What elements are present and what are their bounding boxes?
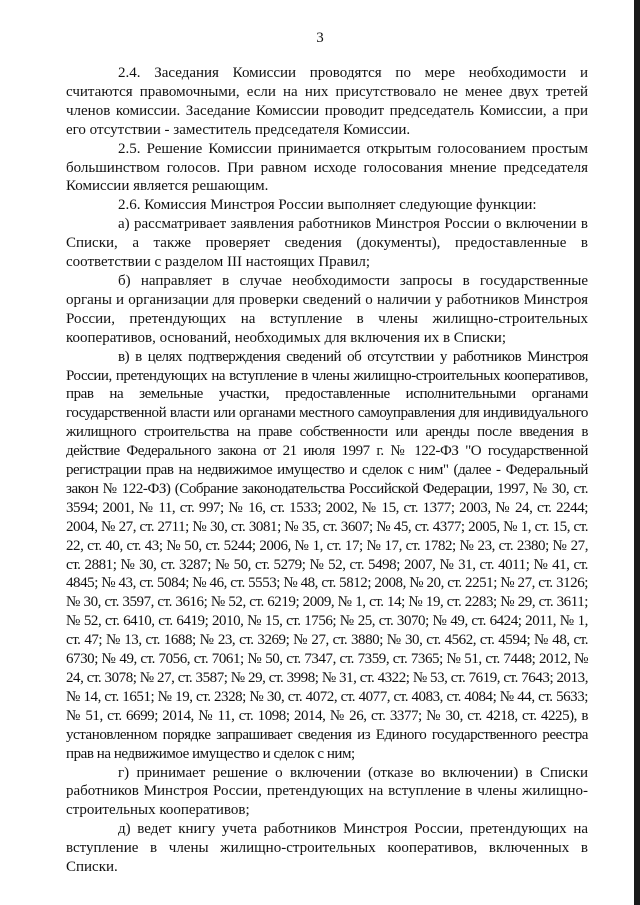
paragraph-2-5: 2.5. Решение Комиссии принимается открытым голосованием простым большинством голосов. При равном исходе голосования мнение председателя Комиссии является решающим. <box>66 140 588 195</box>
paragraph-function-d: д) ведет книгу учета работников Минстроя России, претендующих на вступление в члены жилищно-строительных кооперативов, включенных в Списки. <box>66 821 588 876</box>
paragraph-function-v: в) в целях подтверждения сведений об отсутствии у работников Минстроя России, претендующих на вступление в члены жилищно-строительных кооперативов, прав на земельные участки, предоставленные исполнительными органами государственной власти или органами местного самоуправления для индивидуального жилищного строительства на праве собственности или аренды после введения в действие Федерального закона от 21 июля 1997 г. № 122-ФЗ "О государственной регистрации прав на недвижимое имущество и сделок с ним" (далее - Федеральный закон № 122-ФЗ) (Собрание законодательства Российской Федерации, 1997, № 30, ст. 3594; 2001, № 11, ст. 997; № 16, ст. 1533; 2002, № 15, ст. 1377; 2003, № 24, ст. 2244; 2004, № 27, ст. 2711; № 30, ст. 3081; № 35, ст. 3607; № 45, ст. 4377; 2005, № 1, ст. 15, ст. 22, ст. 40, ст. 43; № 50, ст. 5244; 2006, № 1, ст. 17; № 17, ст. 1782; № 23, ст. 2380; № 27, ст. 2881; № 30, ст. 3287; № 50, ст. 5279; № 52, ст. 5498; 2007, № 31, ст. 4011; № 41, ст. 4845; № 43, ст. 5084; № 46, ст. 5553; № 48, ст. 5812; 2008, № 20, ст. 2251; № 27, ст. 3126; № 30, ст. 3597, ст. 3616; № 52, ст. 6219; 2009, № 1, ст. 14; № 19, ст. 2283; № 29, ст. 3611; № 52, ст. 6410, ст. 6419; 2010, № 15, ст. 1756; № 25, ст. 3070; № 49, ст. 6424; 2011, № 1, ст. 47; № 13, ст. 1688; № 23, ст. 3269; № 27, ст. 3880; № 30, ст. 4562, ст. 4594; № 48, ст. 6730; № 49, ст. 7056, ст. 7061; № 50, ст. 7347, ст. 7359, ст. 7365; № 51, ст. 7448; 2012, № 24, ст. 3078; № 27, ст. 3587; № 29, ст. 3998; № 31, ст. 4322; № 53, ст. 7619, ст. 7643; 2013, № 14, ст. 1651; № 19, ст. 2328; № 30, ст. 4072, ст. 4077, ст. 4083, ст. 4084; № 44, ст. 5633; № 51, ст. 6699; 2014, № 11, ст. 1098; 2014, № 26, ст. 3377; № 30, ст. 4218, ст. 4225), в установленном порядке запрашивает сведения из Единого государственного реестра прав на недвижимое имущество и сделок с ним; <box>66 348 588 762</box>
paragraph-function-g: г) принимает решение о включении (отказе во включении) в Списки работников Минстроя России, претендующих на вступление в члены жилищно-строительных кооперативов; <box>66 764 588 819</box>
document-body <box>66 64 588 877</box>
scan-border <box>634 0 640 905</box>
paragraph-2-4: 2.4. Заседания Комиссии проводятся по мере необходимости и считаются правомочными, если на них присутствовало не менее двух третей членов комиссии. Заседание Комиссии проводит председатель Комиссии, а при его отсутствии - заместитель председателя Комиссии. <box>66 65 588 138</box>
page-number: 3 <box>316 30 324 46</box>
paragraph-function-a: а) рассматривает заявления работников Минстроя России о включении в Списки, а также проверяет сведения (документы), предоставленные в соответствии с разделом III настоящих Правил; <box>66 216 588 271</box>
paragraph-2-6: 2.6. Комиссия Минстроя России выполняет следующие функции: <box>118 197 537 214</box>
paragraph-function-b: б) направляет в случае необходимости запросы в государственные органы и организации для проверки сведений о наличии у работников Минстроя России, претендующих на вступление в члены жилищно-строительных кооперативов, оснований, необходимых для включения их в Списки; <box>66 272 588 346</box>
